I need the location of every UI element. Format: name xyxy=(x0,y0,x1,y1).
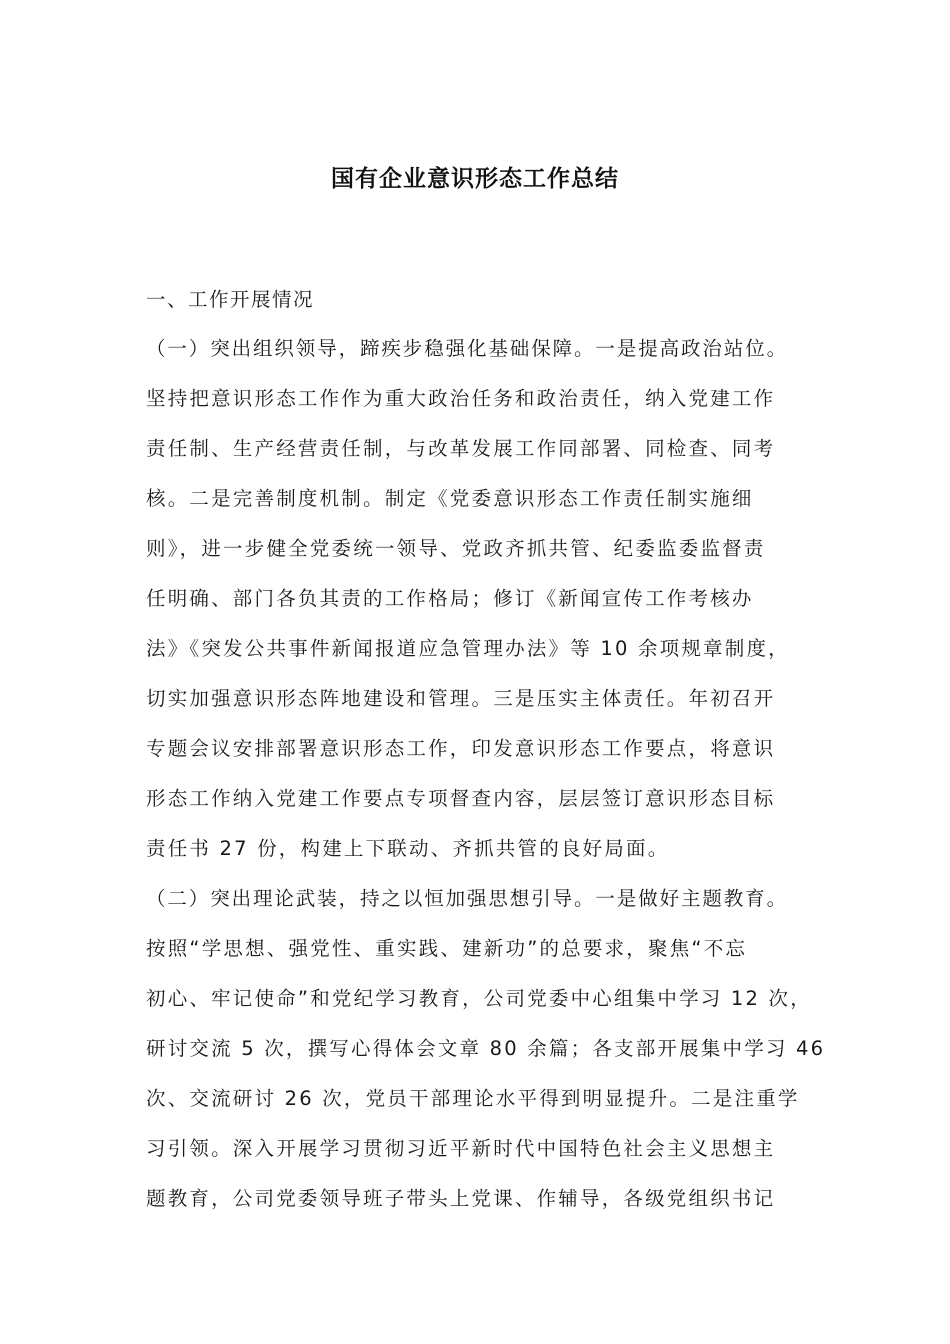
paragraph-line: 责任书 27 份，构建上下联动、齐抓共管的良好局面。 xyxy=(146,837,670,860)
paragraph-line: （二）突出理论武装，持之以恒加强思想引导。一是做好主题教育。 xyxy=(146,887,789,910)
paragraph-line: 题教育，公司党委领导班子带头上党课、作辅导，各级党组织书记 xyxy=(146,1187,776,1210)
paragraph-line: 形态工作纳入党建工作要点专项督查内容，层层签订意识形态目标 xyxy=(146,787,776,810)
paragraph-line: 核。二是完善制度机制。制定《党委意识形态工作责任制实施细 xyxy=(146,487,754,510)
paragraph-line: 研讨交流 5 次，撰写心得体会文章 80 余篇；各支部开展集中学习 46 xyxy=(146,1037,826,1060)
section-heading: 一、工作开展情况 xyxy=(146,288,315,311)
paragraph-line: 任明确、部门各负其责的工作格局；修订《新闻宣传工作考核办 xyxy=(146,587,754,610)
paragraph-line: 初心、牢记使命”和党纪学习教育，公司党委中心组集中学习 12 次， xyxy=(146,987,812,1010)
paragraph-line: 次、交流研讨 26 次，党员干部理论水平得到明显提升。二是注重学 xyxy=(146,1087,800,1110)
paragraph-line: （一）突出组织领导，蹄疾步稳强化基础保障。一是提高政治站位。 xyxy=(146,337,789,360)
document-title: 国有企业意识形态工作总结 xyxy=(331,166,619,192)
paragraph-line: 习引领。深入开展学习贯彻习近平新时代中国特色社会主义思想主 xyxy=(146,1137,776,1160)
paragraph-line: 法》《突发公共事件新闻报道应急管理办法》等 10 余项规章制度， xyxy=(146,637,790,660)
paragraph-line: 按照“学思想、强党性、重实践、建新功”的总要求，聚焦“不忘 xyxy=(146,937,748,960)
paragraph-line: 则》，进一步健全党委统一领导、党政齐抓共管、纪委监委监督责 xyxy=(146,537,766,560)
paragraph-line: 责任制、生产经营责任制，与改革发展工作同部署、同检查、同考 xyxy=(146,437,776,460)
paragraph-line: 坚持把意识形态工作作为重大政治任务和政治责任，纳入党建工作 xyxy=(146,387,776,410)
paragraph-line: 专题会议安排部署意识形态工作，印发意识形态工作要点，将意识 xyxy=(146,737,776,760)
paragraph-line: 切实加强意识形态阵地建设和管理。三是压实主体责任。年初召开 xyxy=(146,687,776,710)
